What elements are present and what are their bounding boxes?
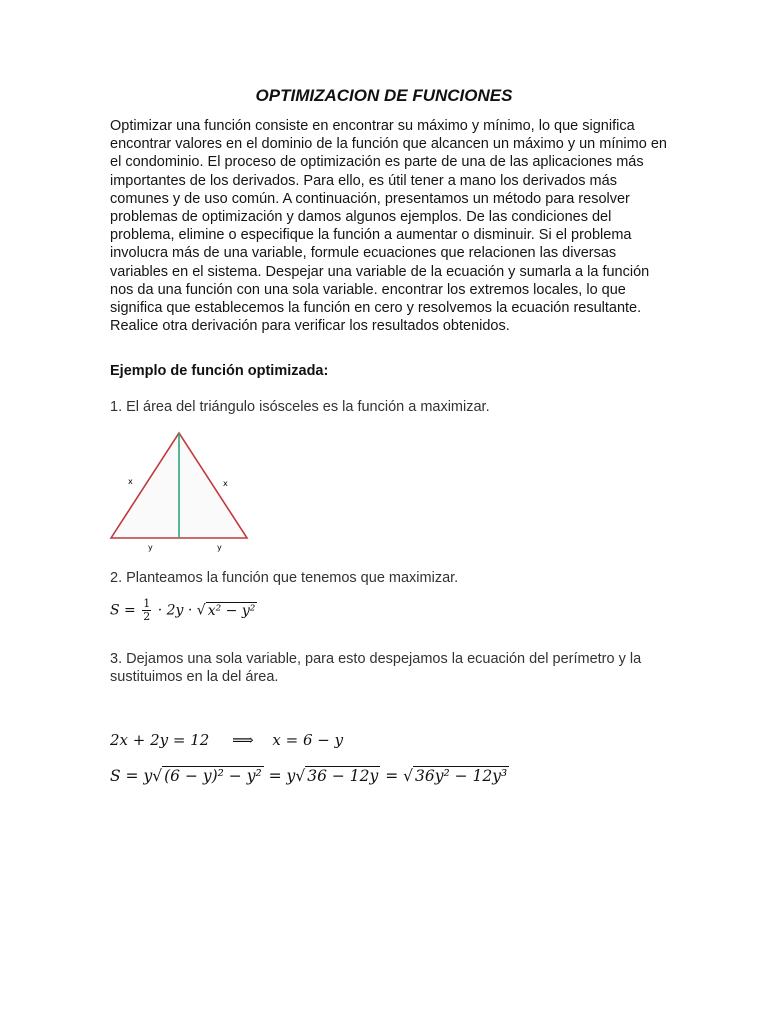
eq3-radicand-2: 36 − 12y <box>307 767 379 785</box>
eq1-radicand: x² − y² <box>207 602 256 619</box>
eq3-equals: = <box>385 767 399 785</box>
sqrt-icon: √ <box>403 767 414 785</box>
area-equation <box>110 598 257 623</box>
step-1-text: 1. El área del triángulo isósceles es la función a maximizar. <box>110 399 490 415</box>
eq1-equals: = <box>124 602 136 619</box>
eq1-fraction <box>142 598 151 623</box>
side-label-right: x <box>223 479 228 488</box>
page-title: OPTIMIZACION DE FUNCIONES <box>255 86 513 105</box>
eq1-s: S <box>110 602 120 619</box>
step-2-text: 2. Planteamos la función que tenemos que maximizar. <box>110 570 459 586</box>
eq2-right: x = 6 − y <box>272 731 344 749</box>
eq3-radicand-1: (6 − y)² − y² <box>164 767 262 785</box>
eq1-numerator: 1 <box>143 597 151 610</box>
base-label-left: y <box>148 543 153 552</box>
substituted-area-equation <box>110 766 509 785</box>
base-label-right: y <box>217 543 222 552</box>
side-label-left: x <box>128 477 133 486</box>
eq1-denominator: 2 <box>143 610 151 623</box>
sqrt-icon: √ <box>295 767 306 785</box>
sqrt-icon: √ <box>152 767 163 785</box>
eq3-part-b: = y <box>268 767 296 785</box>
eq3-part-a: S = y <box>110 767 153 785</box>
perimeter-equation <box>110 731 343 749</box>
sqrt-icon: √ <box>196 602 206 619</box>
eq2-left: 2x + 2y = 12 <box>110 731 210 749</box>
eq3-radicand-3: 36y² − 12y³ <box>415 767 508 785</box>
isosceles-triangle-figure <box>108 428 254 558</box>
example-heading: Ejemplo de función optimizada: <box>110 363 329 379</box>
eq1-middle: · 2y · <box>157 602 193 619</box>
intro-paragraph: Optimizar una función consiste en encontrar su máximo y mínimo, lo que significa encontrar valores en el dominio de la función que alcancen un máximo y un mínimo en el condominio. El proceso de optimización es parte de una de las aplicaciones más importantes de los derivados. Para ello, es útil tener a mano los derivados más comunes y de uso común. A continuación, presentamos un método para resolver problemas de optimización y damos algunos ejemplos. De las condiciones del problema, elimine o especifique la función a aumentar o disminuir. Si el problema involucra más de una variable, formule ecuaciones que relacionen las diversas variables en el sistema. Despejar una variable de la ecuación y sumarla a la función nos da una función con una sola variable. encontrar los extremos locales, lo que significa que establecemos la función en cero y resolvemos la ecuación resultante. Realice otra derivación para verificar los resultados obtenidos. <box>110 118 667 335</box>
implies-arrow-icon: ⟹ <box>232 731 254 749</box>
step-3-text: 3. Dejamos una sola variable, para esto despejamos la ecuación del perímetro y la sustituimos en la del área. <box>110 651 642 685</box>
